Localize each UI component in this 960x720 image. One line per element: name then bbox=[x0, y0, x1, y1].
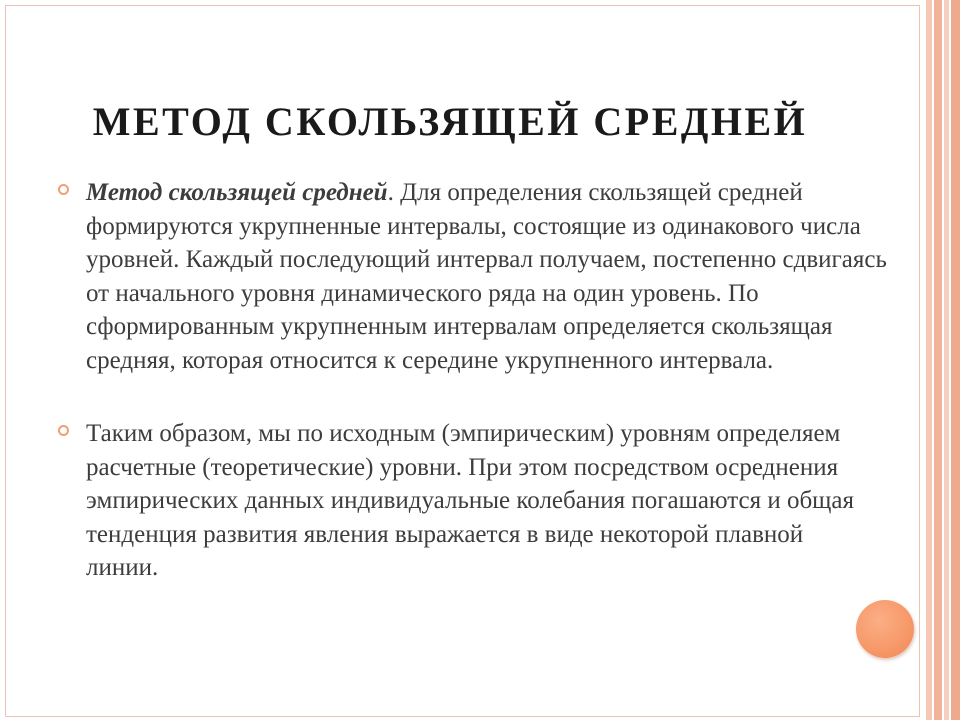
circle-bullet-icon bbox=[58, 184, 69, 195]
bullet-item-2 bbox=[58, 417, 876, 585]
bullet-2-text: Таким образом, мы по исходным (эмпирическим) уровням определяем расчетные (теоретические) уровни. При этом посредством осреднения эмпирических данных индивидуальные колебания погашаются и общая тенденция развития явления выражается в виде некоторой плавной линии. bbox=[86, 420, 855, 581]
stripe-2 bbox=[934, 0, 942, 720]
stripe-1 bbox=[926, 0, 932, 720]
orange-circle-icon bbox=[856, 600, 914, 658]
circle-bullet-icon bbox=[58, 425, 69, 436]
bullet-list bbox=[58, 176, 908, 585]
decorative-stripes bbox=[926, 0, 960, 720]
bullet-1-lead: Метод скользящей средней bbox=[86, 179, 388, 206]
slide-title: МЕТОД СКОЛЬЗЯЩЕЙ СРЕДНЕЙ bbox=[92, 99, 808, 144]
bullet-1-text: . Для определения скользящей средней формируются укрупненные интервалы, состоящие из одинакового числа уровней. Каждый последующий интервал получаем, постепенно сдвигаясь от начального уровня динамического ряда на один уровень. По сформированным укрупненным интервалам определяется скользящая средняя, которая относится к середине укрупненного интервала. bbox=[86, 179, 887, 374]
stripe-4 bbox=[951, 0, 960, 720]
bullet-item-1 bbox=[58, 176, 901, 377]
stripe-3 bbox=[944, 0, 949, 720]
